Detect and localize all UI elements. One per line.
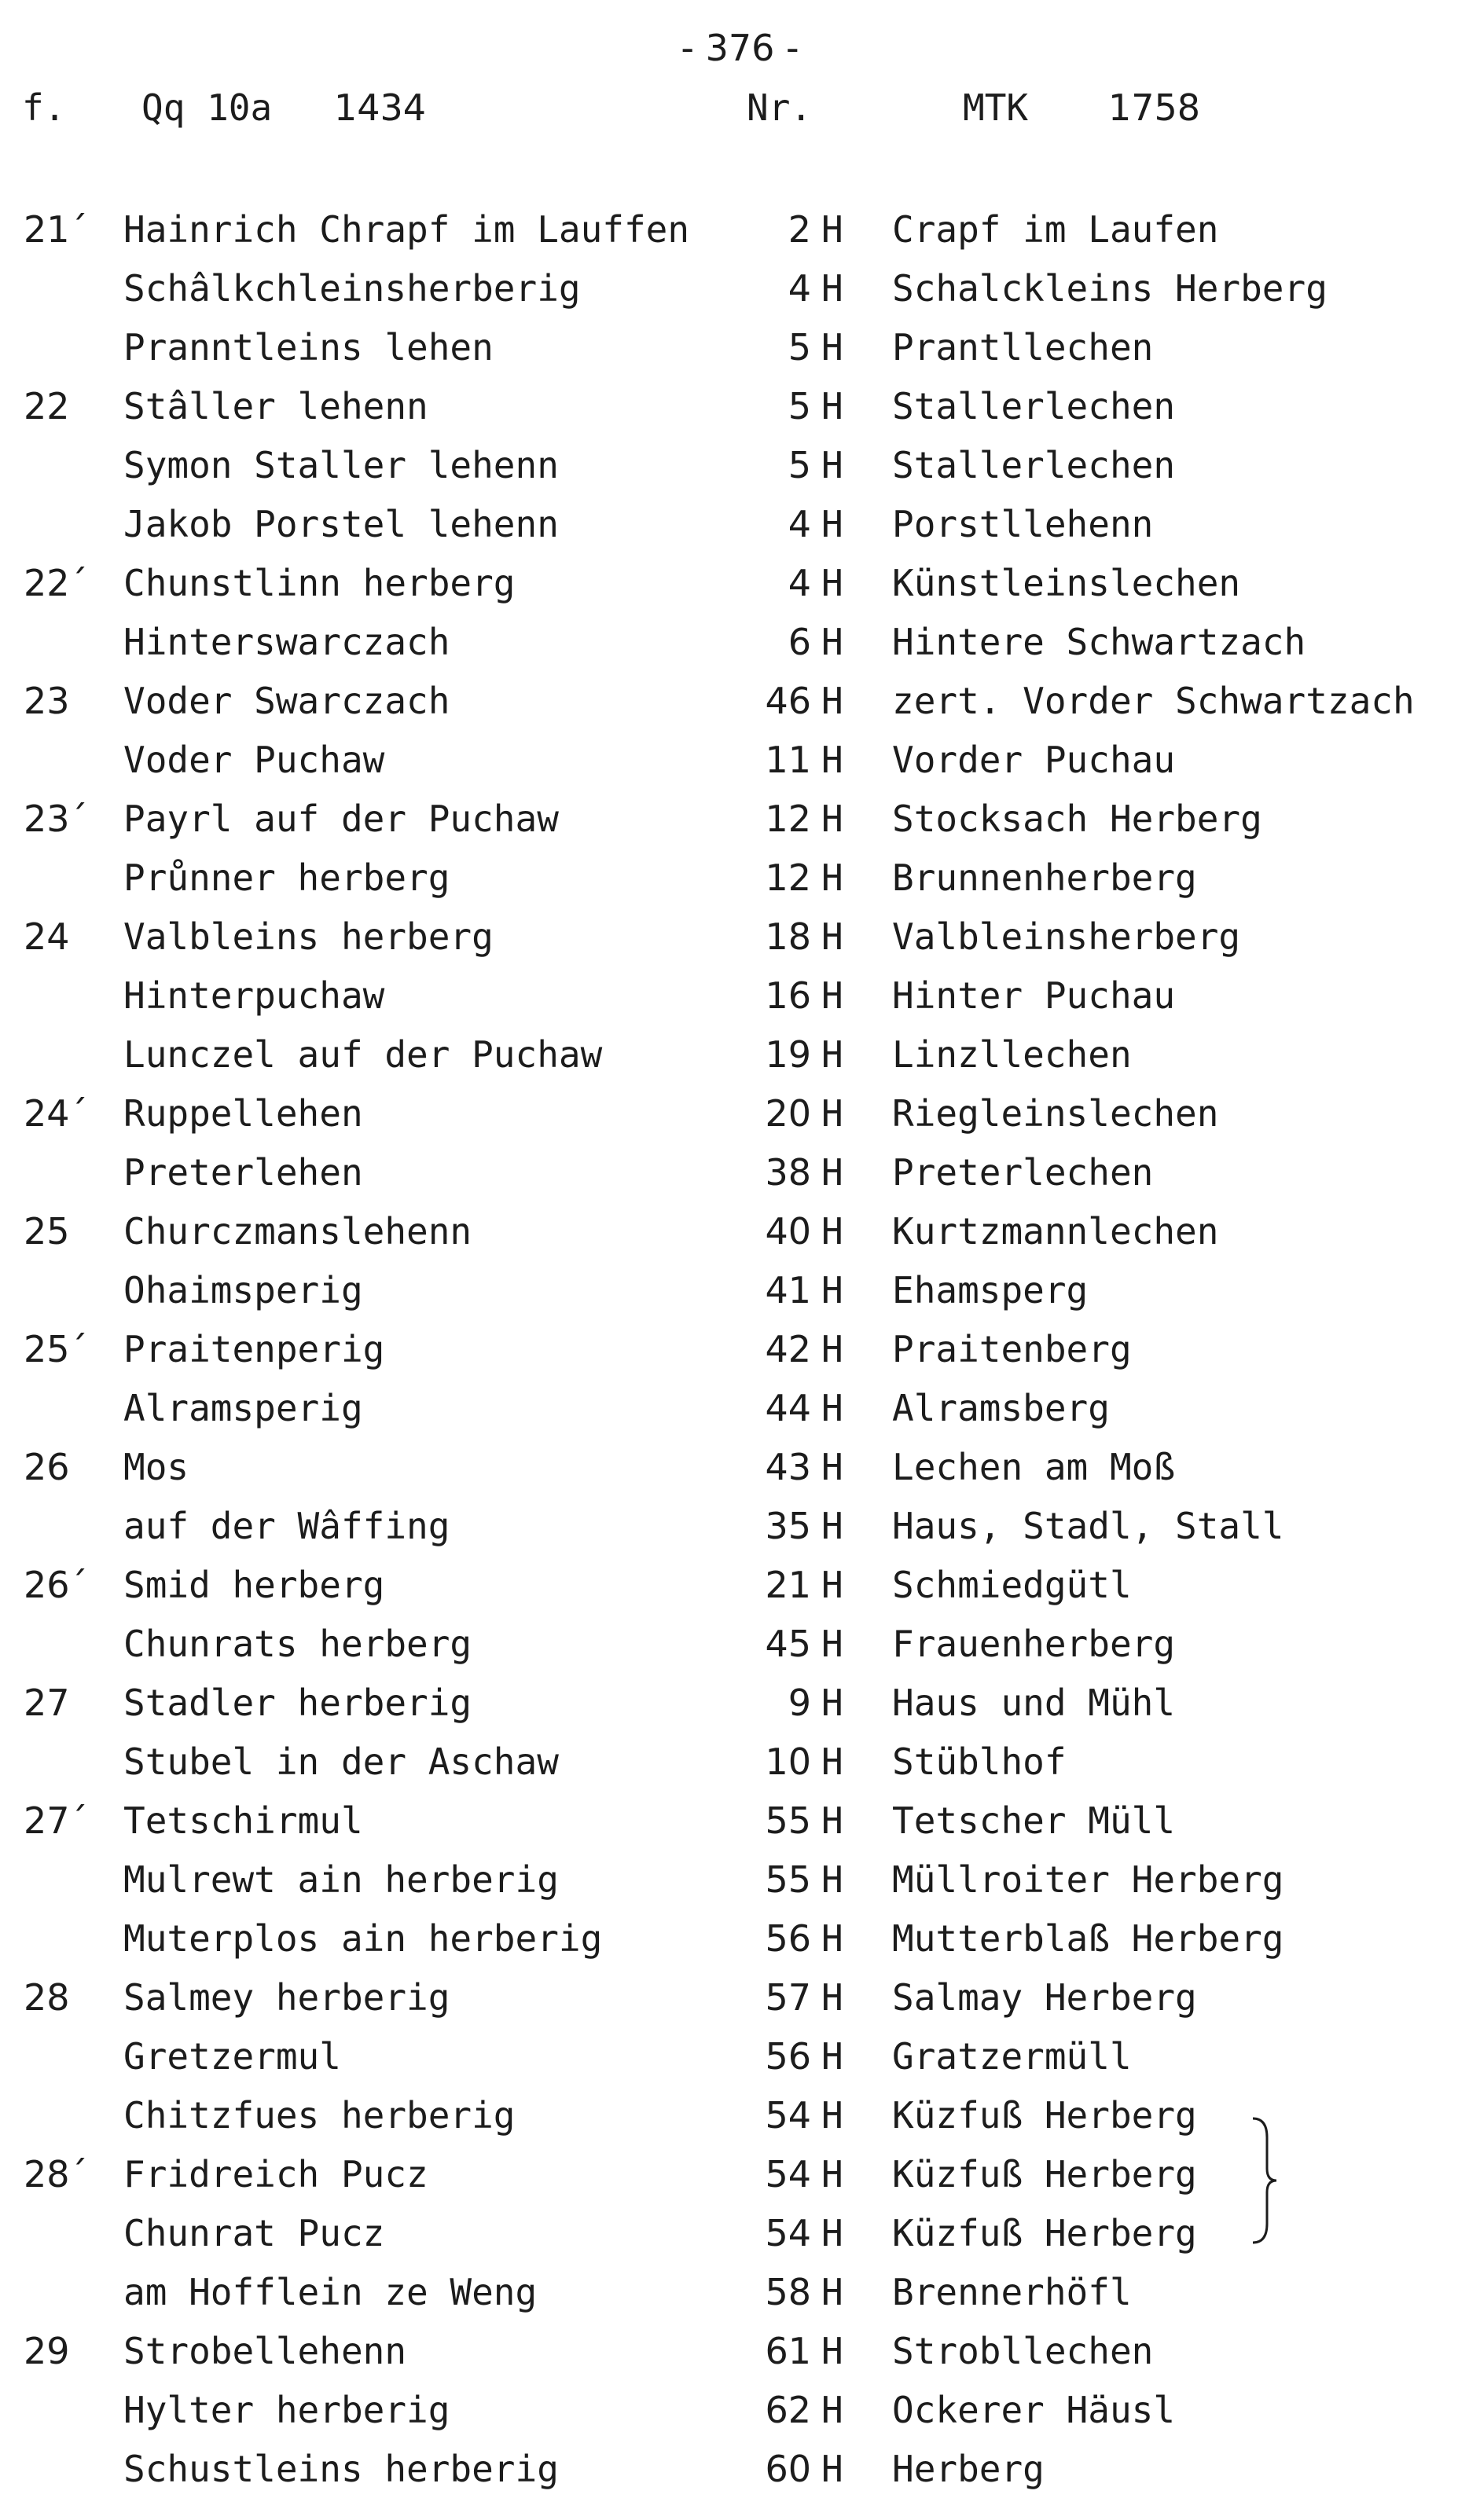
name-1758-cell: Gratzermüll: [892, 2035, 1132, 2078]
table-row: [0, 913, 1480, 972]
folio-cell: 25: [24, 1210, 70, 1253]
h-marker-cell: H: [821, 503, 843, 545]
h-marker-cell: H: [821, 2212, 843, 2254]
name-1758-cell: Strobllechen: [892, 2330, 1154, 2372]
table-row: [0, 1679, 1480, 1738]
h-marker-cell: H: [821, 2271, 843, 2313]
table-row: [0, 2033, 1480, 2092]
h-marker-cell: H: [821, 1799, 843, 1842]
house-number-cell: 45: [765, 1623, 811, 1665]
name-1434-cell: Hainrich Chrapf im Lauffen: [123, 208, 690, 251]
h-marker-cell: H: [821, 385, 843, 427]
table-row: [0, 1502, 1480, 1561]
name-1434-cell: Ohaimsperig: [123, 1269, 363, 1311]
h-marker-cell: H: [821, 974, 843, 1017]
name-1434-cell: Hylter herberig: [123, 2389, 450, 2431]
house-number-cell: 44: [765, 1387, 811, 1429]
h-marker-cell: H: [821, 1505, 843, 1547]
table-row: [0, 559, 1480, 618]
house-number-cell: 54: [765, 2094, 811, 2137]
table-row: [0, 1208, 1480, 1267]
folio-cell: 28´: [24, 2153, 88, 2195]
name-1434-cell: Schustleins herberig: [123, 2448, 559, 2490]
h-marker-cell: H: [821, 1858, 843, 1901]
h-marker-cell: H: [821, 1976, 843, 2019]
name-1434-cell: Voder Puchaw: [123, 739, 385, 781]
h-marker-cell: H: [821, 2035, 843, 2078]
house-number-cell: 43: [765, 1446, 811, 1488]
name-1758-cell: Crapf im Laufen: [892, 208, 1219, 251]
house-number-cell: 40: [765, 1210, 811, 1253]
name-1758-cell: Alramsberg: [892, 1387, 1110, 1429]
h-marker-cell: H: [821, 1446, 843, 1488]
house-number-cell: 35: [765, 1505, 811, 1547]
table-row: [0, 1561, 1480, 1620]
house-number-cell: 18: [765, 915, 811, 958]
name-1758-cell: Tetscher Müll: [892, 1799, 1176, 1842]
h-marker-cell: H: [821, 680, 843, 722]
folio-cell: 29: [24, 2330, 70, 2372]
h-marker-cell: H: [821, 1151, 843, 1194]
name-1434-cell: am Hofflein ze Weng: [123, 2271, 538, 2313]
h-marker-cell: H: [821, 857, 843, 899]
name-1434-cell: Chunrat Pucz: [123, 2212, 385, 2254]
house-number-cell: 21: [765, 1564, 811, 1606]
name-1434-cell: Hinterpuchaw: [123, 974, 385, 1017]
table-row: [0, 1385, 1480, 1443]
h-marker-cell: H: [821, 739, 843, 781]
name-1758-cell: Mutterblaß Herberg: [892, 1917, 1284, 1960]
name-1434-cell: Mulrewt ain herberig: [123, 1858, 559, 1901]
table-row: [0, 1915, 1480, 1974]
h-marker-cell: H: [821, 208, 843, 251]
house-number-cell: 42: [765, 1328, 811, 1370]
name-1758-cell: zert. Vorder Schwartzach: [892, 680, 1415, 722]
name-1434-cell: Praitenperig: [123, 1328, 385, 1370]
name-1434-cell: Churczmanslehenn: [123, 1210, 472, 1253]
house-number-cell: 12: [765, 798, 811, 840]
name-1758-cell: Frauenherberg: [892, 1623, 1176, 1665]
h-marker-cell: H: [821, 915, 843, 958]
table-row: [0, 206, 1480, 265]
house-number-cell: 57: [765, 1976, 811, 2019]
folio-cell: 25´: [24, 1328, 88, 1370]
house-number-cell: 6: [788, 621, 811, 663]
h-marker-cell: H: [821, 1092, 843, 1135]
folio-label: f.: [22, 86, 66, 129]
house-number-cell: 55: [765, 1858, 811, 1901]
house-number-cell: 38: [765, 1151, 811, 1194]
name-1758-cell: Herberg: [892, 2448, 1045, 2490]
h-marker-cell: H: [821, 2448, 843, 2490]
name-1758-cell: Küzfuß Herberg: [892, 2153, 1197, 2195]
name-1434-cell: Voder Swarczach: [123, 680, 450, 722]
house-number-cell: 41: [765, 1269, 811, 1311]
name-1758-cell: Brunnenherberg: [892, 857, 1197, 899]
name-1758-cell: Praitenberg: [892, 1328, 1132, 1370]
folio-cell: 22: [24, 385, 70, 427]
house-number-cell: 5: [788, 326, 811, 369]
folio-cell: 26´: [24, 1564, 88, 1606]
source-year: 1434: [334, 86, 427, 129]
folio-cell: 27´: [24, 1799, 88, 1842]
table-row: [0, 1326, 1480, 1385]
table-row: [0, 1974, 1480, 2033]
h-marker-cell: H: [821, 2389, 843, 2431]
folio-cell: 24´: [24, 1092, 88, 1135]
house-number-cell: 54: [765, 2212, 811, 2254]
h-marker-cell: H: [821, 1682, 843, 1724]
name-1434-cell: Fridreich Pucz: [123, 2153, 428, 2195]
name-1434-cell: Schâlkchleinsherberig: [123, 267, 581, 310]
table-row: [0, 1090, 1480, 1149]
name-1434-cell: Alramsperig: [123, 1387, 363, 1429]
name-1758-cell: Brennerhöfl: [892, 2271, 1132, 2313]
house-number-cell: 46: [765, 680, 811, 722]
house-number-cell: 60: [765, 2448, 811, 2490]
name-1758-cell: Stüblhof: [892, 1741, 1067, 1783]
name-1434-cell: Jakob Porstel lehenn: [123, 503, 559, 545]
h-marker-cell: H: [821, 798, 843, 840]
name-1434-cell: Salmey herberig: [123, 1976, 450, 2019]
name-1434-cell: Stubel in der Aschaw: [123, 1741, 559, 1783]
name-1758-cell: Schalckleins Herberg: [892, 267, 1328, 310]
name-1758-cell: Müllroiter Herberg: [892, 1858, 1284, 1901]
h-marker-cell: H: [821, 444, 843, 486]
name-1434-cell: Chunstlinn herberg: [123, 562, 516, 604]
h-marker-cell: H: [821, 1741, 843, 1783]
name-1758-cell: Porstllehenn: [892, 503, 1154, 545]
name-1434-cell: Payrl auf der Puchaw: [123, 798, 559, 840]
h-marker-cell: H: [821, 1033, 843, 1076]
house-number-cell: 55: [765, 1799, 811, 1842]
name-1434-cell: Průnner herberg: [123, 857, 450, 899]
h-marker-cell: H: [821, 1269, 843, 1311]
name-1434-cell: Tetschirmul: [123, 1799, 363, 1842]
name-1758-cell: Vorder Puchau: [892, 739, 1176, 781]
name-1434-cell: Lunczel auf der Puchaw: [123, 1033, 603, 1076]
table-row: [0, 1738, 1480, 1797]
house-number-cell: 4: [788, 267, 811, 310]
name-1758-cell: Salmay Herberg: [892, 1976, 1197, 2019]
table-row: [0, 383, 1480, 442]
name-1758-cell: Schmiedgütl: [892, 1564, 1132, 1606]
h-marker-cell: H: [821, 2094, 843, 2137]
h-marker-cell: H: [821, 2330, 843, 2372]
table-row: [0, 1856, 1480, 1915]
source-label: Qq 10a: [141, 86, 273, 129]
house-number-cell: 5: [788, 385, 811, 427]
folio-cell: 22´: [24, 562, 88, 604]
house-number-cell: 62: [765, 2389, 811, 2431]
name-1434-cell: Pranntleins lehen: [123, 326, 494, 369]
table-row: [0, 1620, 1480, 1679]
table-row: [0, 1031, 1480, 1090]
name-1434-cell: Hinterswarczach: [123, 621, 450, 663]
folio-cell: 28: [24, 1976, 70, 2019]
table-row: [0, 442, 1480, 501]
house-number-cell: 9: [788, 1682, 811, 1724]
house-number-cell: 54: [765, 2153, 811, 2195]
target-year: 1758: [1108, 86, 1201, 129]
table-row: [0, 501, 1480, 559]
house-number-cell: 20: [765, 1092, 811, 1135]
house-number-cell: 61: [765, 2330, 811, 2372]
target-label: MTK: [963, 86, 1029, 129]
table-row: [0, 2327, 1480, 2386]
table-row: [0, 1797, 1480, 1856]
name-1758-cell: Preterlechen: [892, 1151, 1154, 1194]
house-number-cell: 4: [788, 503, 811, 545]
table-row: [0, 972, 1480, 1031]
name-1434-cell: Chitzfues herberig: [123, 2094, 516, 2137]
name-1758-cell: Haus und Mühl: [892, 1682, 1176, 1724]
h-marker-cell: H: [821, 562, 843, 604]
house-number-cell: 56: [765, 2035, 811, 2078]
name-1758-cell: Linzllechen: [892, 1033, 1132, 1076]
name-1758-cell: Hintere Schwartzach: [892, 621, 1306, 663]
table-row: [0, 324, 1480, 383]
name-1758-cell: Riegleinslechen: [892, 1092, 1219, 1135]
name-1758-cell: Kurtzmannlechen: [892, 1210, 1219, 1253]
page-number: - 376 -: [681, 27, 799, 69]
name-1434-cell: Mos: [123, 1446, 189, 1488]
h-marker-cell: H: [821, 621, 843, 663]
name-1434-cell: auf der Wâffing: [123, 1505, 450, 1547]
house-number-cell: 5: [788, 444, 811, 486]
table-row: [0, 795, 1480, 854]
table-row: [0, 677, 1480, 736]
name-1758-cell: Hinter Puchau: [892, 974, 1176, 1017]
table-row: [0, 2386, 1480, 2445]
name-1758-cell: Stallerlechen: [892, 385, 1176, 427]
h-marker-cell: H: [821, 1210, 843, 1253]
house-number-cell: 16: [765, 974, 811, 1017]
h-marker-cell: H: [821, 267, 843, 310]
h-marker-cell: H: [821, 2153, 843, 2195]
name-1758-cell: Stallerlechen: [892, 444, 1176, 486]
house-number-cell: 11: [765, 739, 811, 781]
name-1758-cell: Ehamsperg: [892, 1269, 1089, 1311]
table-row: [0, 2445, 1480, 2504]
h-marker-cell: H: [821, 1564, 843, 1606]
name-1434-cell: Smid herberg: [123, 1564, 385, 1606]
name-1434-cell: Strobellehenn: [123, 2330, 407, 2372]
name-1758-cell: Künstleinslechen: [892, 562, 1241, 604]
name-1434-cell: Chunrats herberg: [123, 1623, 472, 1665]
folio-cell: 23´: [24, 798, 88, 840]
h-marker-cell: H: [821, 1917, 843, 1960]
name-1758-cell: Stocksach Herberg: [892, 798, 1262, 840]
name-1434-cell: Ruppellehen: [123, 1092, 363, 1135]
h-marker-cell: H: [821, 1387, 843, 1429]
name-1758-cell: Küzfuß Herberg: [892, 2094, 1197, 2137]
name-1434-cell: Stadler herberig: [123, 1682, 472, 1724]
name-1758-cell: Küzfuß Herberg: [892, 2212, 1197, 2254]
house-number-cell: 58: [765, 2271, 811, 2313]
table-row: [0, 1443, 1480, 1502]
name-1758-cell: Haus, Stadl, Stall: [892, 1505, 1284, 1547]
name-1434-cell: Valbleins herberg: [123, 915, 494, 958]
name-1434-cell: Stâller lehenn: [123, 385, 428, 427]
h-marker-cell: H: [821, 1328, 843, 1370]
table-row: [0, 1267, 1480, 1326]
house-number-cell: 10: [765, 1741, 811, 1783]
table-row: [0, 2269, 1480, 2327]
name-1434-cell: Gretzermul: [123, 2035, 341, 2078]
house-number-cell: 4: [788, 562, 811, 604]
folio-cell: 24: [24, 915, 70, 958]
name-1434-cell: Muterplos ain herberig: [123, 1917, 603, 1960]
name-1758-cell: Valbleinsherberg: [892, 915, 1241, 958]
name-1434-cell: Symon Staller lehenn: [123, 444, 559, 486]
folio-cell: 26: [24, 1446, 70, 1488]
house-number-cell: 56: [765, 1917, 811, 1960]
table-row: [0, 265, 1480, 324]
name-1758-cell: Ockerer Häusl: [892, 2389, 1176, 2431]
folio-cell: 23: [24, 680, 70, 722]
house-number-cell: 12: [765, 857, 811, 899]
h-marker-cell: H: [821, 1623, 843, 1665]
nr-label: Nr.: [747, 86, 813, 129]
folio-cell: 27: [24, 1682, 70, 1724]
table-row: [0, 736, 1480, 795]
table-row: [0, 1149, 1480, 1208]
grouping-brace: [1250, 2114, 1281, 2247]
name-1758-cell: Lechen am Moß: [892, 1446, 1176, 1488]
house-number-cell: 19: [765, 1033, 811, 1076]
name-1434-cell: Preterlehen: [123, 1151, 363, 1194]
h-marker-cell: H: [821, 326, 843, 369]
folio-cell: 21´: [24, 208, 88, 251]
table-row: [0, 854, 1480, 913]
house-number-cell: 2: [788, 208, 811, 251]
table-row: [0, 618, 1480, 677]
name-1758-cell: Prantllechen: [892, 326, 1154, 369]
